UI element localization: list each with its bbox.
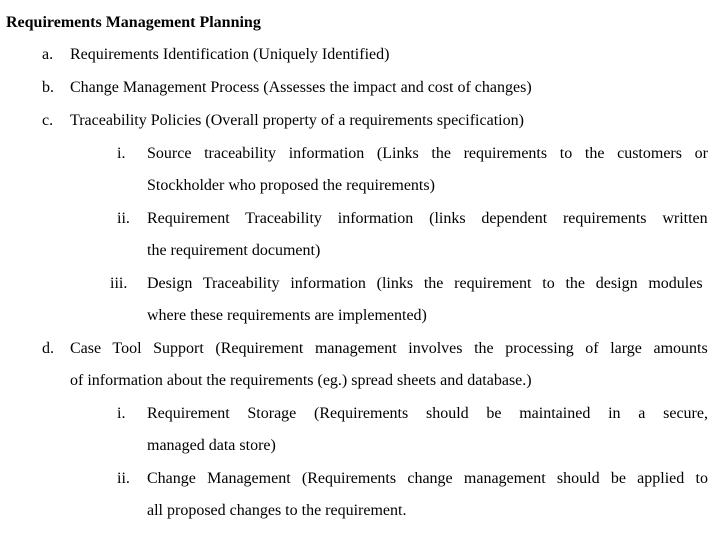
sublist-item-c-iii-line1: Design Traceability information (links the requirement to the design modules xyxy=(147,275,703,292)
sublist-marker-c-i: i. xyxy=(117,145,126,162)
list-item-b-text: Change Management Process (Assesses the impact and cost of changes) xyxy=(70,79,532,96)
sublist-item-d-i-line1: Requirement Storage (Requirements should be maintained in a secure, xyxy=(147,405,708,422)
sublist-marker-c-ii: ii. xyxy=(117,210,130,227)
document-title: Requirements Management Planning xyxy=(6,14,261,31)
sublist-item-c-iii-line2: where these requirements are implemented) xyxy=(147,307,427,324)
list-item-d-line1: Case Tool Support (Requirement management involves the processing of large amounts xyxy=(70,340,708,357)
sublist-item-d-i-line2: managed data store) xyxy=(147,437,276,454)
list-item-d-line2: of information about the requirements (eg.) spread sheets and database.) xyxy=(70,372,532,389)
sublist-marker-d-ii: ii. xyxy=(117,470,130,487)
sublist-item-c-ii-line1: Requirement Traceability information (links dependent requirements written xyxy=(147,210,708,227)
list-marker-b: b. xyxy=(42,79,54,96)
sublist-item-c-ii-line2: the requirement document) xyxy=(147,242,321,259)
sublist-marker-d-i: i. xyxy=(117,405,126,422)
sublist-item-c-i-line2: Stockholder who proposed the requirements) xyxy=(147,177,435,194)
sublist-item-c-i-line1: Source traceability information (Links the requirements to the customers or xyxy=(147,145,708,162)
sublist-item-d-ii-line2: all proposed changes to the requirement. xyxy=(147,502,407,519)
list-marker-a: a. xyxy=(42,46,54,63)
sublist-item-d-ii-line1: Change Management (Requirements change management should be applied to xyxy=(147,470,708,487)
list-item-c-text: Traceability Policies (Overall property of a requirements specification) xyxy=(70,112,524,129)
list-marker-d: d. xyxy=(42,340,54,357)
list-marker-c: c. xyxy=(42,112,54,129)
sublist-marker-c-iii: iii. xyxy=(110,275,128,292)
list-item-a-text: Requirements Identification (Uniquely Identified) xyxy=(70,46,390,63)
